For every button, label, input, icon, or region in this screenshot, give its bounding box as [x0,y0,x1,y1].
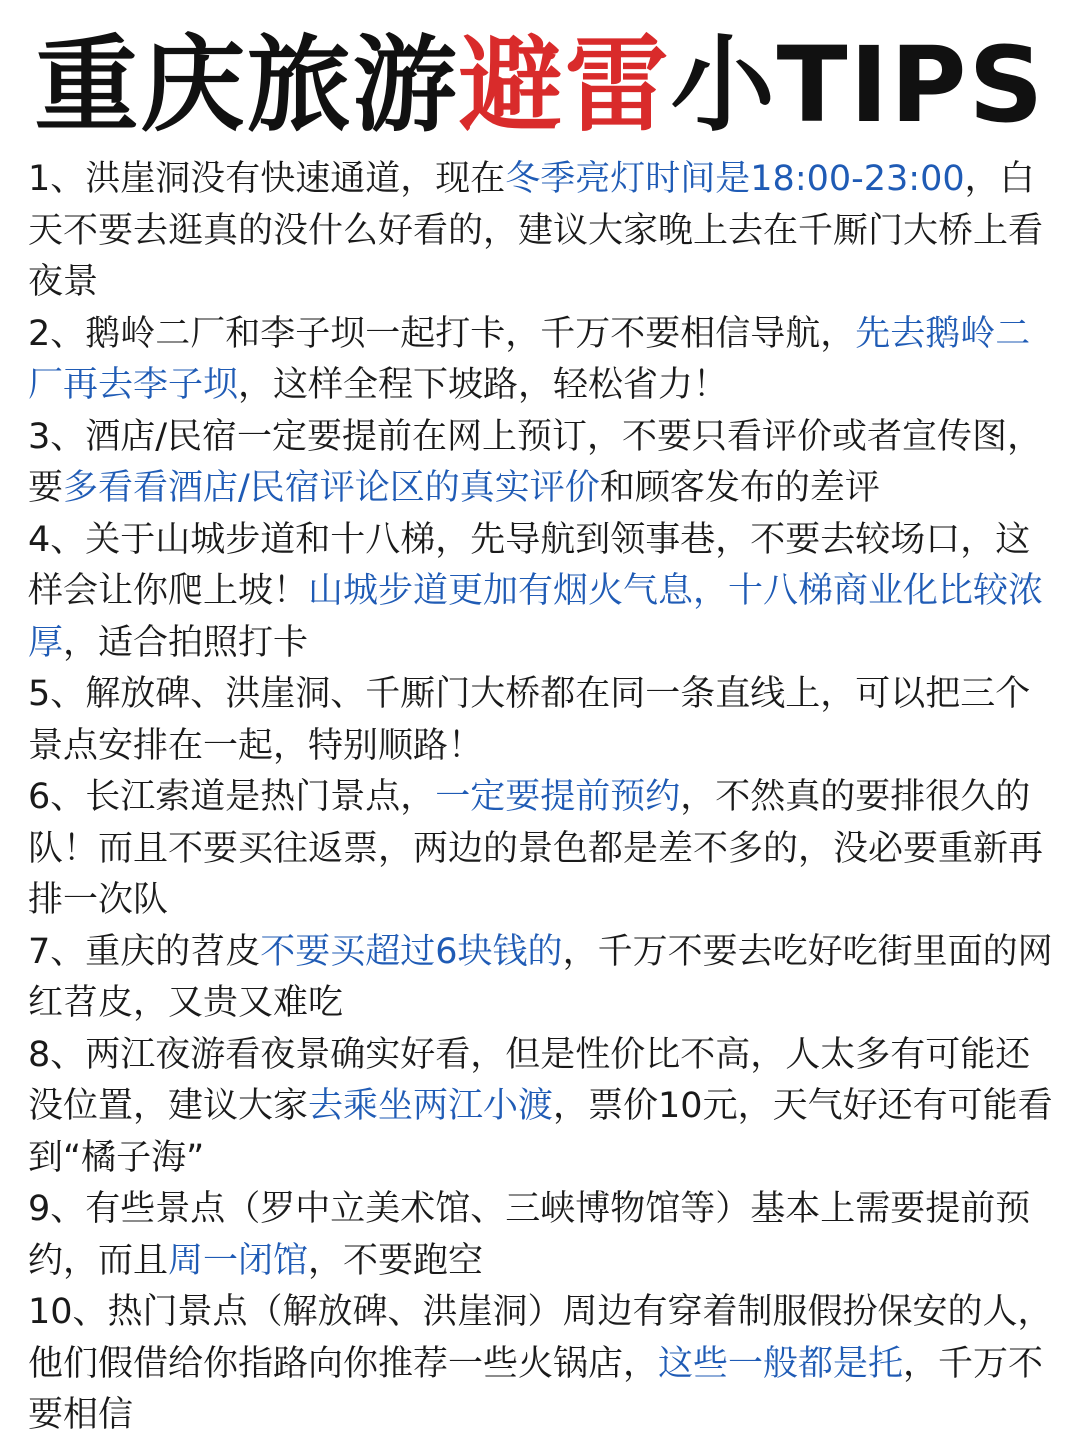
title-part: 重庆旅游 [34,24,459,146]
tips-list [28,154,1058,1442]
tip-text: 3、酒店/民宿一定要提前在网上预订，不要只看评价或者宣传图，要 [28,416,1043,508]
page-title [0,20,1080,150]
tip-text: ，不然真的要排很久的队！而且不要买往返票，两边的景色都是差不多的，没必要重新再排一次队 [28,777,1044,920]
tip-item [28,772,1058,927]
tip-text: 4、关于山城步道和十八梯，先导航到领事巷，不要去较场口，这样会让你爬上坡！ [28,519,1031,611]
tip-text: ，千万不要去吃好吃街里面的网红苕皮，又贵又难吃 [28,931,1053,1023]
title-highlight: 避雷 [458,24,671,146]
tip-text: ，适合拍照打卡 [63,622,309,663]
tip-item [28,669,1058,772]
tip-text: 7、重庆的苕皮 [28,931,261,972]
tip-item [28,1184,1058,1287]
tip-highlight-text: 去乘坐两江小渡 [308,1086,554,1126]
tip-item [28,412,1058,515]
tip-highlight-text: 这些一般都是托 [658,1343,904,1384]
tip-text: 10、热门景点（解放碑、洪崖洞）周边有穿着制服假扮保安的人，他们假借给你指路向你推荐一些火锅店， [28,1292,1053,1384]
tip-text: ，白天不要去逛真的没什么好看的，建议大家晚上去在千厮门大桥上看夜景 [28,159,1044,302]
tip-highlight-text: 一定要提前预约 [435,777,681,817]
tip-highlight-text: 先去鹅岭二厂再去李子坝 [28,313,1031,405]
tip-item [28,309,1058,412]
tip-highlight-text: 不要买超过6块钱的 [260,931,563,972]
tip-highlight-text: 周一闭馆 [168,1240,309,1281]
tip-item [28,154,1058,309]
tip-text: ，千万不要相信 [28,1343,1044,1435]
tip-text: 2、鹅岭二厂和李子坝一起打卡，千万不要相信导航， [28,313,856,354]
title-part: 小TIPS [670,24,1046,146]
tip-item [28,927,1058,1030]
tip-text: 和顾客发布的差评 [599,468,880,508]
tip-text: 8、两江夜游看夜景确实好看，但是性价比不高，人太多有可能还没位置，建议大家 [28,1034,1031,1126]
tip-text: ，这样全程下坡路，轻松省力！ [238,365,729,405]
tip-text: 6、长江索道是热门景点， [28,777,436,817]
tip-text: 9、有些景点（罗中立美术馆、三峡博物馆等）基本上需要提前预约，而且 [28,1189,1031,1281]
tip-item [28,515,1058,670]
tip-text: ，不要跑空 [308,1240,484,1281]
tip-highlight-text: 冬季亮灯时间是18:00-23:00 [505,159,965,199]
tip-text: 1、洪崖洞没有快速通道，现在 [28,159,506,199]
tip-item [28,1287,1058,1442]
tip-highlight-text: 多看看酒店/民宿评论区的真实评价 [63,468,600,508]
tip-text: 5、解放碑、洪崖洞、千厮门大桥都在同一条直线上，可以把三个景点安排在一起，特别顺路！ [28,674,1031,766]
tip-text: ，票价10元，天气好还有可能看到“橘子海” [28,1086,1053,1178]
tip-item [28,1030,1058,1185]
tip-highlight-text: 山城步道更加有烟火气息，十八梯商业化比较浓厚 [28,571,1044,663]
